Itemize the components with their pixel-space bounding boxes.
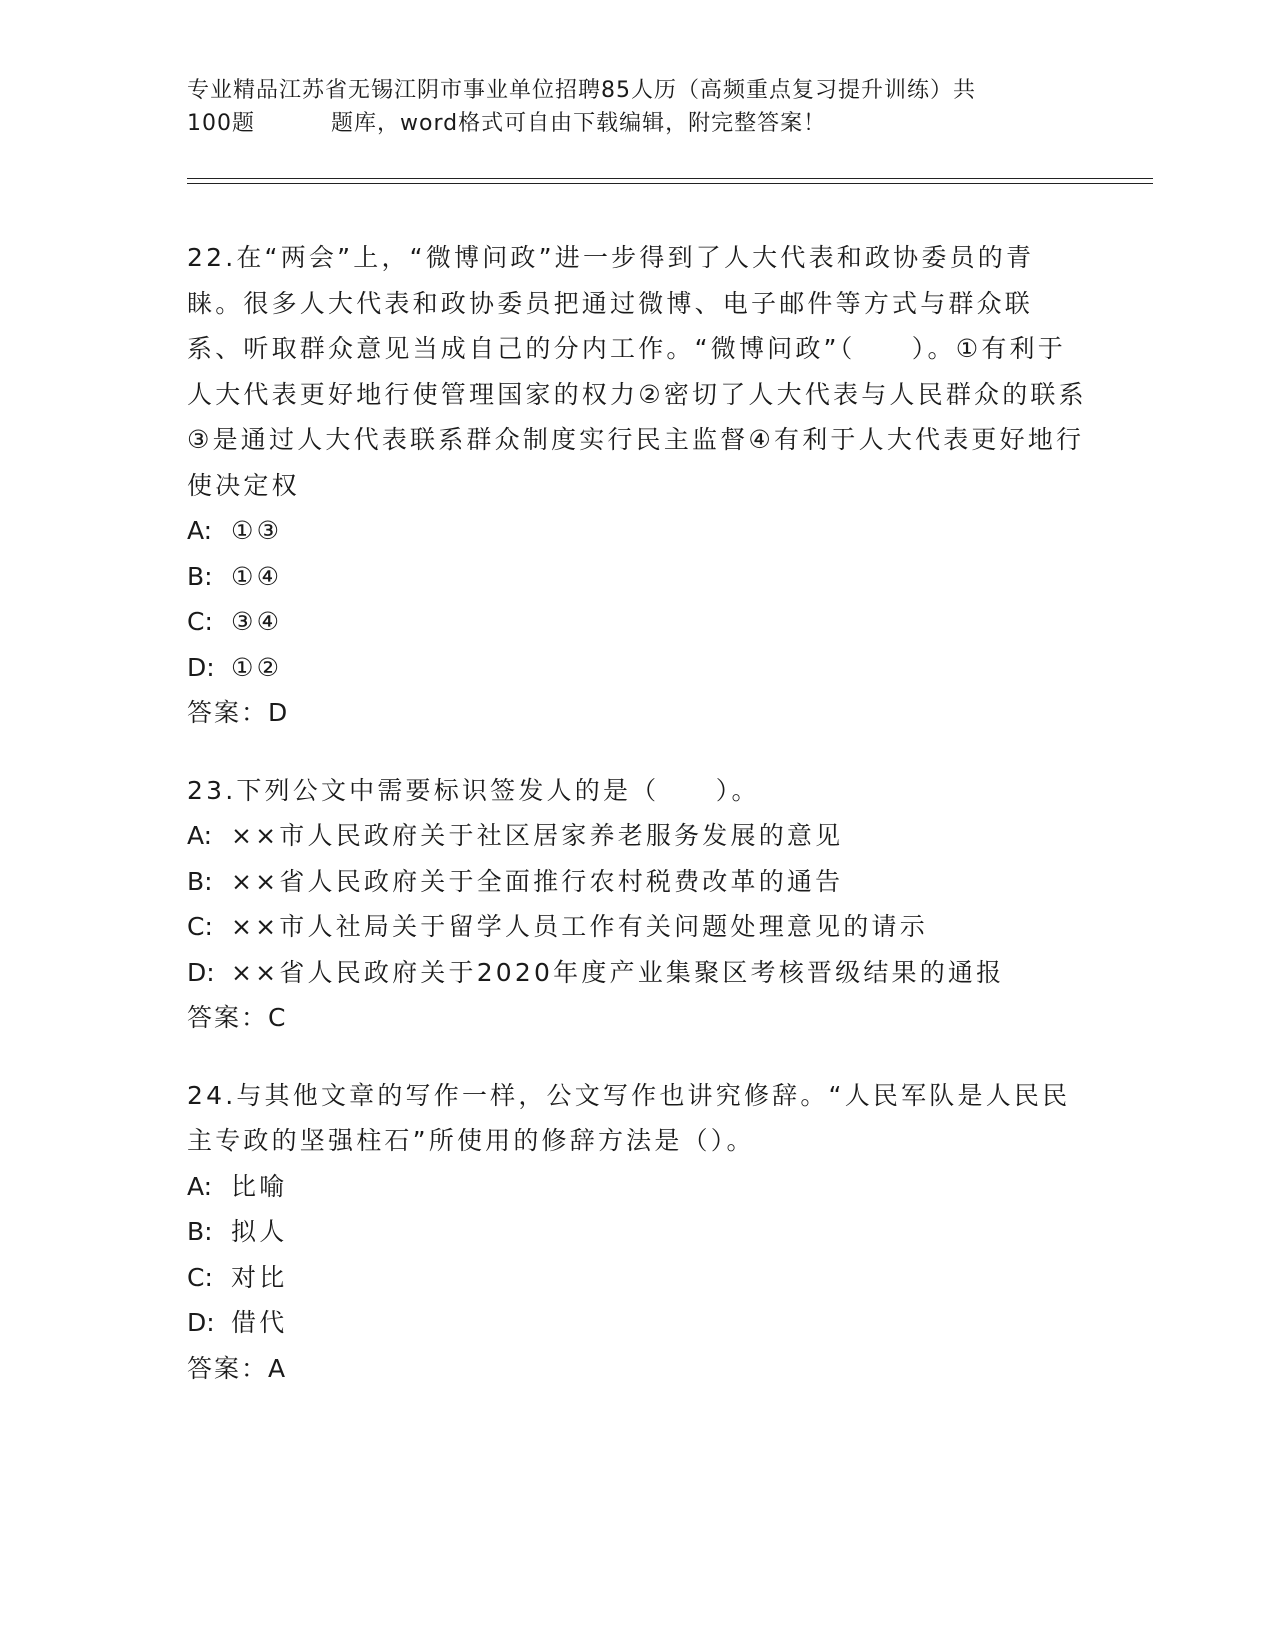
option-d <box>187 1300 1087 1346</box>
document-header <box>187 74 1087 140</box>
header-line-1: 专业精品江苏省无锡江阴市事业单位招聘85人历（高频重点复习提升训练）共 <box>187 78 976 103</box>
answer-label: 答案：A <box>187 1353 288 1383</box>
option-text: ③④ <box>231 607 283 636</box>
option-letter: A: <box>187 821 213 850</box>
header-divider-top <box>187 178 1153 179</box>
option-text: ××省人民政府关于全面推行农村税费改革的通告 <box>231 866 844 896</box>
option-text: 借代 <box>231 1308 288 1337</box>
header-line-2-count: 100题 <box>187 111 255 136</box>
option-letter: A: <box>187 1171 213 1201</box>
question-stem: 22.在“两会”上，“微博问政”进一步得到了人大代表和政协委员的青睐。很多人大代表和政协委员把通过微博、电子邮件等方式与群众联系、听取群众意见当成自己的分内工作。“微博问政”（ ）。①有利于人大代表更好地行使管理国家的权力②密切了人大代表与人民群众的联系③是通过人大代表联系群众制度实行民主监督④有利于人大代表更好地行使决定权 <box>187 243 1087 500</box>
option-b <box>187 859 1087 905</box>
answer-label: 答案：C <box>187 1003 288 1032</box>
option-letter: D: <box>187 652 215 682</box>
option-letter: B: <box>187 561 213 591</box>
option-letter: D: <box>187 1308 215 1337</box>
option-c <box>187 904 1087 950</box>
option-letter: C: <box>187 1262 213 1292</box>
answer-label: 答案：D <box>187 698 290 727</box>
question-23 <box>187 768 1087 1041</box>
option-text: 拟人 <box>231 1217 288 1246</box>
questions-list <box>187 235 1087 1423</box>
option-text: 比喻 <box>231 1171 288 1201</box>
option-letter: B: <box>187 1217 213 1246</box>
option-text: ××市人社局关于留学人员工作有关问题处理意见的请示 <box>231 912 928 941</box>
option-text: ①④ <box>231 561 283 591</box>
option-text: ①③ <box>231 516 283 545</box>
header-line-2-desc: 题库，word格式可自由下载编辑，附完整答案！ <box>331 111 827 136</box>
header-line-2 <box>187 107 1087 140</box>
option-d <box>187 950 1087 996</box>
header-divider-bottom <box>187 183 1153 184</box>
option-letter: A: <box>187 516 213 545</box>
option-letter: D: <box>187 957 215 987</box>
option-letter: C: <box>187 912 213 941</box>
header-gap <box>255 107 331 140</box>
option-text: ①② <box>231 652 283 682</box>
option-a <box>187 1164 1087 1210</box>
option-c <box>187 599 1087 645</box>
option-d <box>187 645 1087 691</box>
question-stem: 24.与其他文章的写作一样，公文写作也讲究修辞。“人民军队是人民民主专政的坚强柱石”所使用的修辞方法是（）。 <box>187 1080 1071 1155</box>
option-letter: C: <box>187 607 213 636</box>
option-letter: B: <box>187 866 213 896</box>
option-text: ××省人民政府关于2020年度产业集聚区考核晋级结果的通报 <box>231 957 1005 987</box>
option-a <box>187 508 1087 554</box>
option-b <box>187 1209 1087 1255</box>
option-c <box>187 1255 1087 1301</box>
question-24 <box>187 1073 1087 1392</box>
option-a <box>187 813 1087 859</box>
question-stem: 23.下列公文中需要标识签发人的是（ ）。 <box>187 775 760 805</box>
option-text: ××市人民政府关于社区居家养老服务发展的意见 <box>231 821 844 850</box>
option-b <box>187 554 1087 600</box>
question-22 <box>187 235 1087 736</box>
option-text: 对比 <box>231 1262 288 1292</box>
